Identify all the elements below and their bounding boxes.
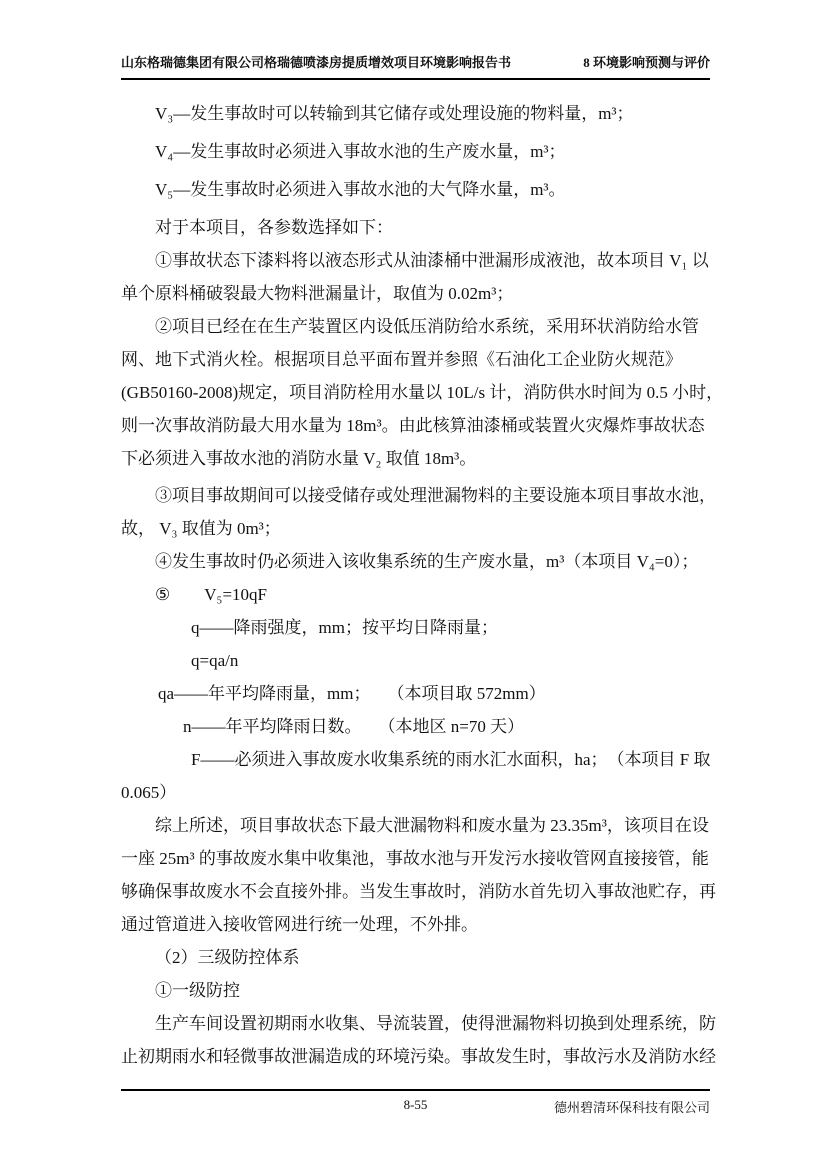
text-line-level1-title: ①一级防控 [155,981,240,1000]
text-line-item3-cont: 故， V₃ 取值为 0m³； [121,519,281,538]
text-line-v5-definition: V₅—发生事故时必须进入事故水池的大气降水量，m³。 [155,180,566,199]
text-line-item2-cont2: (GB50160-2008)规定，项目消防栓用水量以 10L/s 计，消防供水时间为 0.5 小时， [121,383,724,402]
text-line-f-definition: F——必须进入事故废水收集系统的雨水汇水面积，ha； （本项目 F 取 [191,750,711,769]
text-line-v4-definition: V₄—发生事故时必须进入事故水池的生产废水量，m³； [155,142,566,161]
page-footer [121,1089,710,1121]
page-number: 8-55 [403,1097,428,1112]
text-line-summary-cont3: 通过管道进入接收管网进行统一处理，不外排。 [121,915,478,934]
text-line-level1-cont: 止初期雨水和轻微事故泄漏造成的环境污染。事故发生时，事故污水及消防水经 [121,1047,716,1066]
text-line-q-formula: q=qa/n [191,651,239,670]
text-line-item2-cont1: 网、地下式消火栓。根据项目总平面布置并参照《石油化工企业防火规范》 [121,350,682,369]
text-line-qa-definition: qa——年平均降雨量，mm； （本项目取 572mm） [158,684,546,703]
text-line-v3-definition: V₃—发生事故时可以转输到其它储存或处理设施的物料量，m³； [155,104,634,123]
text-line-section2-title: （2）三级防控体系 [155,948,300,967]
text-line-level1-body: 生产车间设置初期雨水收集、导流装置，使得泄漏物料切换到处理系统，防 [155,1014,716,1033]
text-line-f-cont: 0.065） [121,783,177,802]
document-body [121,97,724,1073]
text-line-item2-cont3: 则一次事故消防最大用水量为 18m³。由此核算油漆桶或装置火灾爆炸事故状态 [121,416,705,435]
page-header [121,52,710,80]
text-line-summary-cont2: 够确保事故废水不会直接外排。当发生事故时，消防水首先切入事故池贮存，再 [121,882,716,901]
text-line-summary: 综上所述，项目事故状态下最大泄漏物料和废水量为 23.35m³，该项目在设 [155,816,709,835]
text-line-summary-cont1: 一座 25m³ 的事故废水集中收集池，事故水池与开发污水接收管网直接接管，能 [121,849,709,868]
text-line-item4: ④发生事故时仍必须进入该收集系统的生产废水量，m³（本项目 V₄=0）； [155,552,699,571]
text-line-item1-cont: 单个原料桶破裂最大物料泄漏量计，取值为 0.02m³； [121,284,514,303]
header-chapter-title: 8 环境影响预测与评价 [583,55,710,70]
text-line-item1: ①事故状态下漆料将以液态形式从油漆桶中泄漏形成液池，故本项目 V₁ 以 [155,251,709,270]
header-doc-title: 山东格瑞德集团有限公司格瑞德喷漆房提质增效项目环境影响报告书 [121,55,512,70]
text-line-item5-formula: ⑤ V₅=10qF [155,585,267,604]
footer-company: 德州碧清环保科技有限公司 [553,1100,710,1115]
text-line-item2-cont4: 下必须进入事故水池的消防水量 V₂ 取值 18m³。 [121,449,477,468]
text-line-intro: 对于本项目，各参数选择如下： [155,218,393,237]
text-line-q-definition: q——降雨强度，mm；按平均日降雨量； [191,618,498,637]
text-line-item2: ②项目已经在在生产装置区内设低压消防给水系统，采用环状消防给水管 [155,317,699,336]
text-line-n-definition: n——年平均降雨日数。 （本地区 n=70 天） [183,717,525,736]
text-line-item3: ③项目事故期间可以接受储存或处理泄漏物料的主要设施本项目事故水池， [155,486,716,505]
